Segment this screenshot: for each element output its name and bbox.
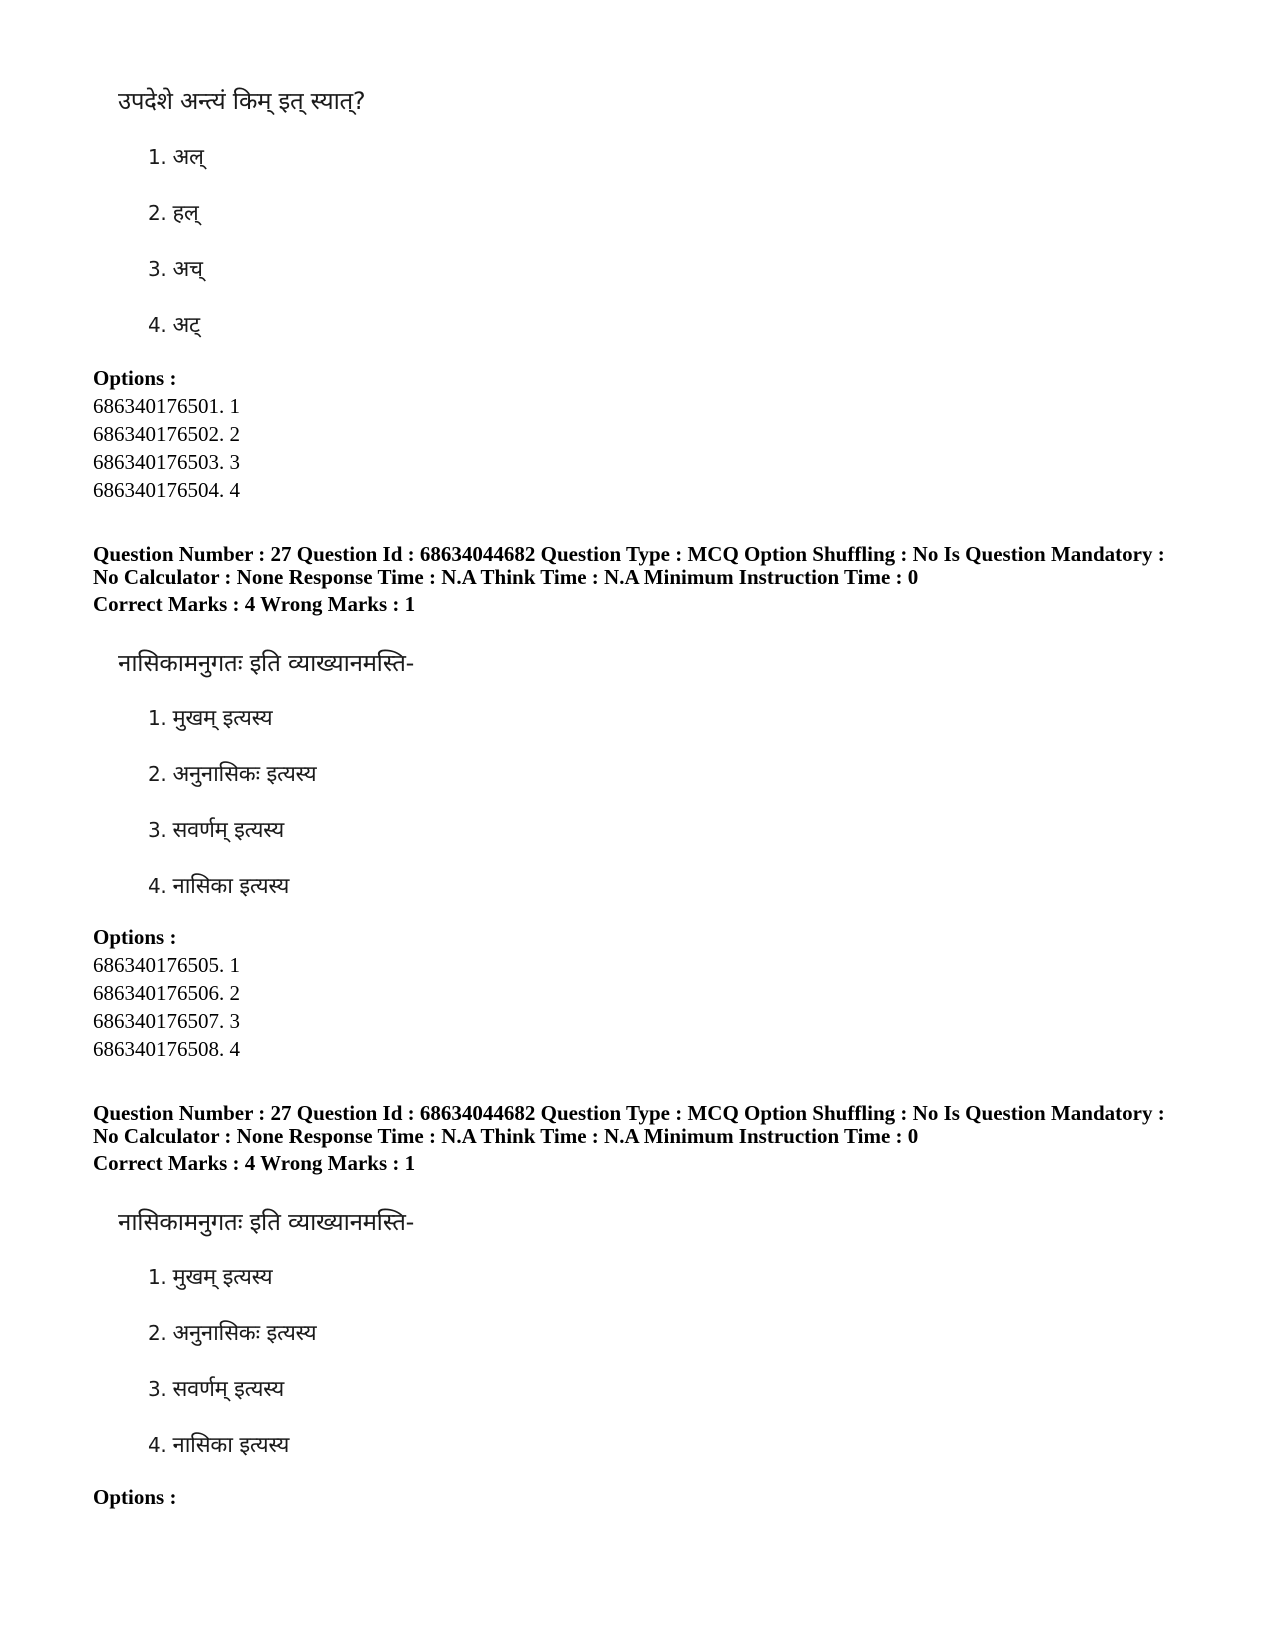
choice-number: 3. (148, 257, 167, 281)
choice-text: सवर्णम् इत्यस्य (172, 818, 284, 843)
choice-3 (148, 814, 284, 844)
choice-text: अच् (172, 257, 203, 282)
choice-text: हल् (172, 201, 199, 226)
choice-number: 4. (148, 874, 167, 898)
choice-number: 3. (148, 1377, 167, 1401)
choice-text: नासिका इत्यस्य (172, 1433, 290, 1458)
choice-number: 2. (148, 762, 167, 786)
choice-4 (148, 1429, 289, 1459)
option-id-line: 686340176501. 1 (93, 394, 240, 418)
question-stem: नासिकामनुगतः इति व्याख्यानमस्ति- (118, 1208, 414, 1236)
choice-number: 1. (148, 145, 167, 169)
choice-1 (148, 141, 204, 171)
option-id-line: 686340176504. 4 (93, 478, 240, 502)
choice-text: अल् (172, 145, 204, 170)
question-meta-line: Question Number : 27 Question Id : 68634044682 Question Type : MCQ Option Shuffling : No Is Question Mandatory : (93, 1101, 1165, 1125)
choice-number: 2. (148, 201, 167, 225)
question-stem: उपदेशे अन्त्यं किम् इत् स्यात्? (118, 87, 366, 115)
question-stem: नासिकामनुगतः इति व्याख्यानमस्ति- (118, 649, 414, 677)
option-id-line: 686340176506. 2 (93, 981, 240, 1005)
choice-text: सवर्णम् इत्यस्य (172, 1377, 284, 1402)
options-label: Options : (93, 925, 177, 949)
question-meta-line: No Calculator : None Response Time : N.A Think Time : N.A Minimum Instruction Time : 0 (93, 565, 919, 589)
choice-text: मुखम् इत्यस्य (172, 1265, 273, 1290)
choice-4 (148, 870, 289, 900)
choice-3 (148, 1373, 284, 1403)
option-id-line: 686340176508. 4 (93, 1037, 240, 1061)
choice-number: 4. (148, 1433, 167, 1457)
choice-number: 1. (148, 1265, 167, 1289)
question-meta-line: No Calculator : None Response Time : N.A Think Time : N.A Minimum Instruction Time : 0 (93, 1124, 919, 1148)
choice-1 (148, 1261, 272, 1291)
marks-line: Correct Marks : 4 Wrong Marks : 1 (93, 592, 416, 616)
choice-text: अनुनासिकः इत्यस्य (172, 1321, 317, 1346)
choice-text: नासिका इत्यस्य (172, 874, 290, 899)
choice-number: 3. (148, 818, 167, 842)
choice-1 (148, 702, 272, 732)
choice-2 (148, 1317, 316, 1347)
choice-number: 4. (148, 313, 167, 337)
options-label: Options : (93, 366, 177, 390)
choice-number: 1. (148, 706, 167, 730)
choice-4 (148, 309, 200, 339)
choice-text: अट् (172, 313, 200, 338)
marks-line: Correct Marks : 4 Wrong Marks : 1 (93, 1151, 416, 1175)
option-id-line: 686340176503. 3 (93, 450, 240, 474)
choice-text: अनुनासिकः इत्यस्य (172, 762, 317, 787)
question-meta-line: Question Number : 27 Question Id : 68634044682 Question Type : MCQ Option Shuffling : No Is Question Mandatory : (93, 542, 1165, 566)
choice-text: मुखम् इत्यस्य (172, 706, 273, 731)
choice-number: 2. (148, 1321, 167, 1345)
option-id-line: 686340176507. 3 (93, 1009, 240, 1033)
option-id-line: 686340176502. 2 (93, 422, 240, 446)
choice-2 (148, 758, 316, 788)
options-label: Options : (93, 1485, 177, 1509)
choice-2 (148, 197, 198, 227)
choice-3 (148, 253, 203, 283)
option-id-line: 686340176505. 1 (93, 953, 240, 977)
